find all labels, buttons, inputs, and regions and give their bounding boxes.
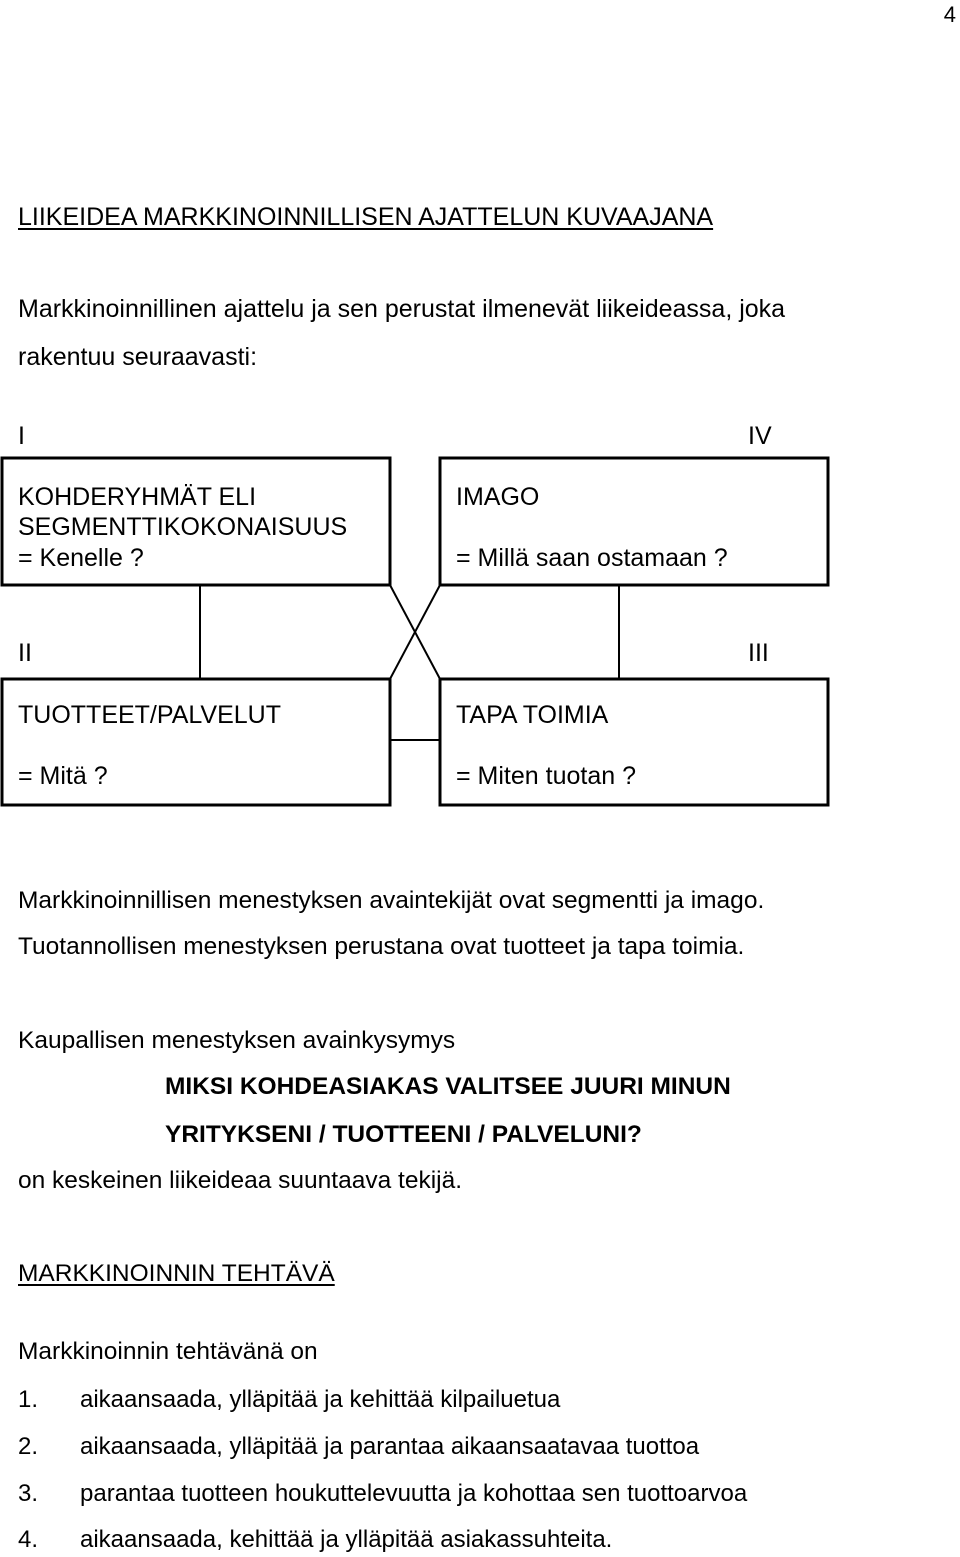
list-item-number: 2. — [18, 1433, 39, 1460]
roman-i: I — [18, 422, 25, 450]
list-item-number: 3. — [18, 1480, 39, 1507]
summary-line-2: Tuotannollisen menestyksen perustana ovat tuotteet ja tapa toimia. — [18, 933, 745, 960]
section-heading-marketing-task: MARKKINOINNIN TEHTÄVÄ — [18, 1260, 335, 1287]
imago-line-1: IMAGO — [456, 483, 540, 511]
roman-iv: IV — [748, 422, 772, 450]
way-line-1: TAPA TOIMIA — [456, 701, 609, 729]
key-question-line-1: MIKSI KOHDEASIAKAS VALITSEE JUURI MINUN — [165, 1073, 731, 1100]
list-item-text: aikaansaada, kehittää ja ylläpitää asiakassuhteita. — [80, 1526, 613, 1553]
roman-iii: III — [748, 639, 769, 667]
products-line-2: = Mitä ? — [18, 762, 108, 790]
page-number: 4 — [943, 2, 956, 27]
segment-line-3: = Kenelle ? — [18, 544, 144, 572]
key-question-intro: Kaupallisen menestyksen avainkysymys — [18, 1027, 456, 1054]
intro-line-1: Markkinoinnillinen ajattelu ja sen perustat ilmenevät liikeideassa, joka — [18, 295, 786, 323]
list-item-text: aikaansaada, ylläpitää ja kehittää kilpailuetua — [80, 1386, 561, 1413]
list-item-text: parantaa tuotteen houkuttelevuutta ja kohottaa sen tuottoarvoa — [80, 1480, 748, 1507]
way-line-2: = Miten tuotan ? — [456, 762, 636, 790]
imago-line-2: = Millä saan ostamaan ? — [456, 544, 728, 572]
list-item-text: aikaansaada, ylläpitää ja parantaa aikaansaatavaa tuottoa — [80, 1433, 700, 1460]
key-question-outro: on keskeinen liikeideaa suuntaava tekijä. — [18, 1167, 463, 1194]
list-item-number: 4. — [18, 1526, 39, 1553]
page-heading: LIIKEIDEA MARKKINOINNILLISEN AJATTELUN KUVAAJANA — [18, 203, 714, 231]
summary-line-1: Markkinoinnillisen menestyksen avaintekijät ovat segmentti ja imago. — [18, 887, 765, 914]
key-question-line-2: YRITYKSENI / TUOTTEENI / PALVELUNI? — [165, 1121, 642, 1148]
products-line-1: TUOTTEET/PALVELUT — [18, 701, 282, 729]
segment-line-1: KOHDERYHMÄT ELI — [18, 483, 257, 511]
section-intro: Markkinoinnin tehtävänä on — [18, 1338, 318, 1365]
roman-ii: II — [18, 639, 32, 667]
list-item-number: 1. — [18, 1386, 39, 1413]
segment-line-2: SEGMENTTIKOKONAISUUS — [18, 513, 348, 541]
intro-line-2: rakentuu seuraavasti: — [18, 343, 258, 371]
